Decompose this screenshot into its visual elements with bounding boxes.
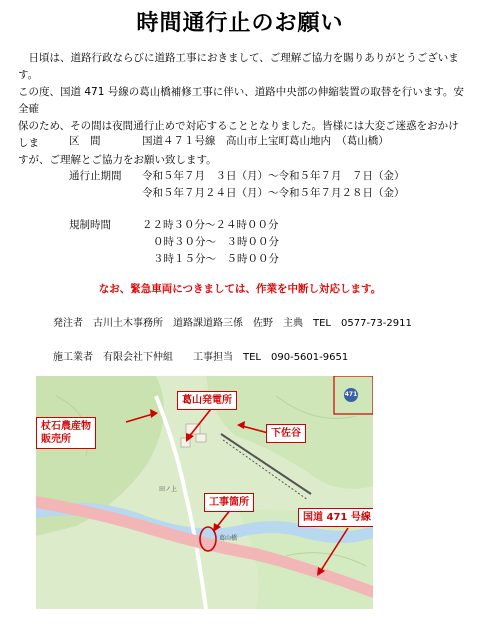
route-471-badge-icon: 471	[344, 388, 358, 402]
restriction-time-label: 規制時間	[69, 219, 111, 231]
intro-line: すが、ご理解とご協力をお願い致します。	[18, 154, 217, 166]
location-map	[36, 376, 373, 609]
intro-line: 保のため、その間は夜間通行止めで対応することとなりました。皆様には大変ご迷惑をおかけしま	[18, 120, 459, 149]
intro-line: この度、国道 471 号線の葛山橋補修工事に伴い、道路中央部の伸縮装置の取替を行います。安全確	[18, 86, 464, 115]
callout-farm-stand	[36, 417, 96, 449]
orderer-contact: 発注者 古川土木事務所 道路課道路三係 佐野 主典 TEL 0577-73-2911	[53, 318, 412, 329]
contractor-contact: 施工業者 有限会社下仲組 工事担当 TEL 090-5601-9651	[53, 352, 349, 363]
intro-paragraph	[18, 50, 466, 169]
restriction-time-line-2: ０時３０分～ ３時００分	[153, 236, 279, 248]
area-label: 田ノ上	[159, 486, 178, 493]
callout-farm-line-2: 販売所	[41, 434, 71, 445]
page-title: 時間通行止のお願い	[136, 11, 344, 36]
callout-farm-line-1: 杖石農産物	[41, 421, 91, 432]
emergency-notice: なお、緊急車両につきましては、作業を中断し対応します。	[98, 283, 382, 295]
callout-shimosaya: 下佐谷	[266, 424, 306, 443]
bridge-label: 葛山橋	[219, 535, 238, 542]
closure-period-line-2: 令和５年７月２４日（月）～令和５年７月２８日（金）	[142, 187, 405, 199]
restriction-time-line-3: ３時１５分～ ５時００分	[153, 253, 279, 265]
closure-period-label: 通行止期間	[69, 170, 122, 182]
callout-construction-site: 工事箇所	[204, 493, 254, 512]
section-label: 区 間	[69, 135, 101, 147]
restriction-time-line-1: ２２時３０分～２４時００分	[142, 219, 279, 231]
callout-power-station: 葛山発電所	[177, 391, 237, 410]
callout-route-471: 国道 471 号線	[298, 508, 373, 527]
closure-period-line-1: 令和５年７月 ３日（月）～令和５年７月 ７日（金）	[142, 170, 405, 182]
intro-line: 日頃は、道路行政ならびに道路工事におきまして、ご理解ご協力を賜りありがとうございます。	[18, 52, 459, 81]
section-value: 国道４７１号線 高山市上宝町葛山地内 （葛山橋）	[142, 135, 389, 147]
